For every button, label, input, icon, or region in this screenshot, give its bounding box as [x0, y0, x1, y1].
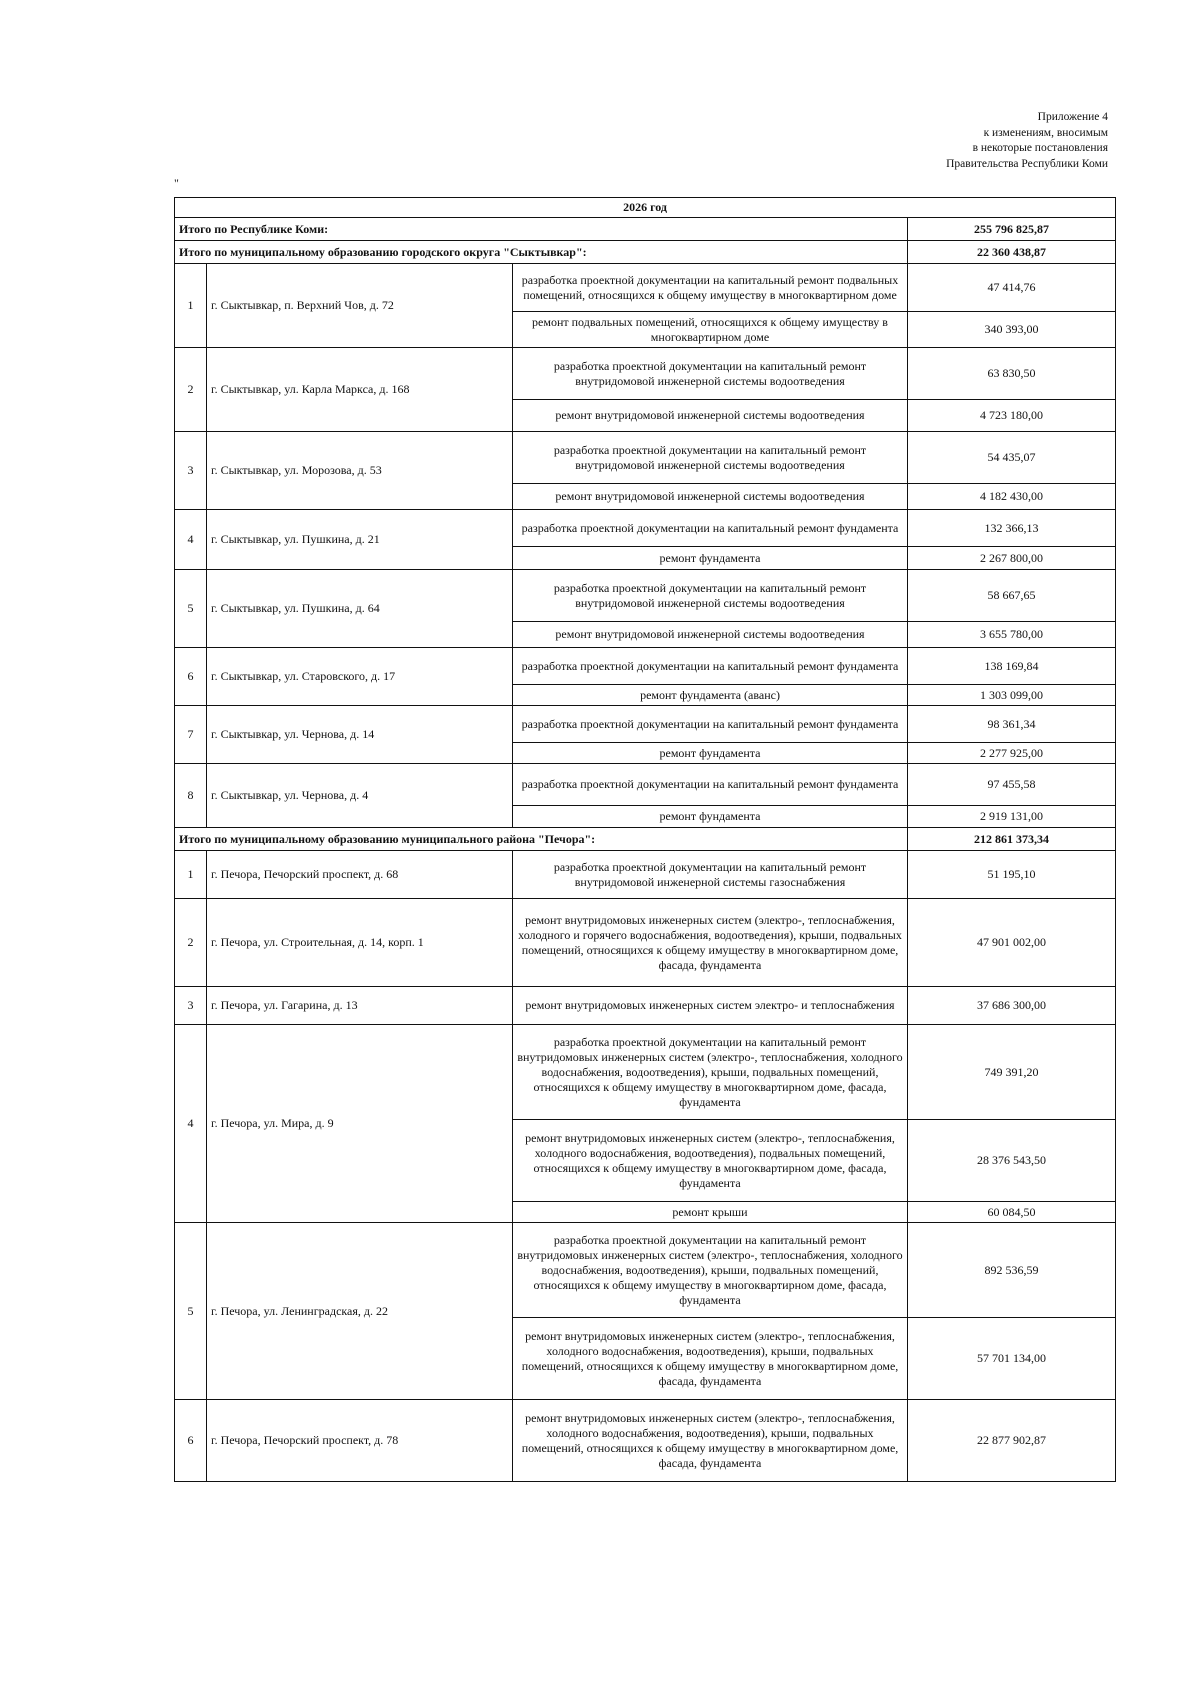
work-amount: 138 169,84: [908, 648, 1116, 685]
table-row: [175, 1223, 1116, 1318]
building-address: г. Печора, ул. Ленинградская, д. 22: [207, 1223, 513, 1400]
table-row: [175, 987, 1116, 1025]
municipality-total-label: Итого по муниципальному образованию городского округа "Сыктывкар":: [175, 241, 908, 264]
work-amount: 97 455,58: [908, 764, 1116, 806]
item-number: 1: [175, 851, 207, 899]
table-row: [175, 1025, 1116, 1120]
work-amount: 37 686 300,00: [908, 987, 1116, 1025]
work-amount: 1 303 099,00: [908, 685, 1116, 706]
work-description: ремонт внутридомовых инженерных систем (электро-, теплоснабжения, холодного водоснабжения, водоотведения), крыши, подвальных помещений, относящихся к общему имуществу в многоквартирном доме, фасада, фундамента: [513, 1400, 908, 1482]
work-amount: 57 701 134,00: [908, 1318, 1116, 1400]
opening-quote-mark: ": [174, 176, 179, 190]
item-number: 6: [175, 648, 207, 706]
municipality-total-label: Итого по муниципальному образованию муниципального района "Печора":: [175, 828, 908, 851]
item-number: 2: [175, 348, 207, 432]
republic-total-value: 255 796 825,87: [908, 218, 1116, 241]
building-address: г. Сыктывкар, ул. Старовского, д. 17: [207, 648, 513, 706]
work-amount: 3 655 780,00: [908, 622, 1116, 648]
work-description: ремонт внутридомовых инженерных систем (электро-, теплоснабжения, холодного водоснабжения, водоотведения), подвальных помещений, относящихся к общему имуществу в многоквартирном доме, фасада, фундамента: [513, 1120, 908, 1202]
work-description: ремонт подвальных помещений, относящихся к общему имуществу в многоквартирном доме: [513, 312, 908, 348]
repair-schedule-table: [174, 197, 1116, 1482]
republic-total-label: Итого по Республике Коми:: [175, 218, 908, 241]
building-address: г. Сыктывкар, ул. Пушкина, д. 21: [207, 510, 513, 570]
building-address: г. Сыктывкар, ул. Чернова, д. 14: [207, 706, 513, 764]
work-description: разработка проектной документации на капитальный ремонт внутридомовой инженерной системы водоотведения: [513, 348, 908, 400]
work-description: ремонт фундамента: [513, 806, 908, 828]
work-description: ремонт крыши: [513, 1202, 908, 1223]
item-number: 4: [175, 1025, 207, 1223]
building-address: г. Печора, ул. Гагарина, д. 13: [207, 987, 513, 1025]
work-description: ремонт фундамента (аванс): [513, 685, 908, 706]
work-description: разработка проектной документации на капитальный ремонт фундамента: [513, 510, 908, 547]
table-row: [175, 510, 1116, 547]
header-line: в некоторые постановления: [972, 142, 1108, 154]
table-row: [175, 648, 1116, 685]
municipality-total-row: [175, 241, 1116, 264]
building-address: г. Печора, ул. Строительная, д. 14, корп. 1: [207, 899, 513, 987]
building-address: г. Сыктывкар, ул. Чернова, д. 4: [207, 764, 513, 828]
work-description: ремонт внутридомовых инженерных систем электро- и теплоснабжения: [513, 987, 908, 1025]
work-amount: 47 901 002,00: [908, 899, 1116, 987]
item-number: 6: [175, 1400, 207, 1482]
building-address: г. Печора, Печорский проспект, д. 68: [207, 851, 513, 899]
year-cell: 2026 год: [175, 198, 1116, 218]
work-description: разработка проектной документации на капитальный ремонт внутридомовых инженерных систем (электро-, теплоснабжения, холодного водоснабжения, водоотведения), крыши, подвальных помещений, относящихся к общему имуществу в многоквартирном доме, фасада, фундамента: [513, 1025, 908, 1120]
work-amount: 749 391,20: [908, 1025, 1116, 1120]
work-amount: 2 919 131,00: [908, 806, 1116, 828]
year-row: [175, 198, 1116, 218]
item-number: 7: [175, 706, 207, 764]
work-description: разработка проектной документации на капитальный ремонт фундамента: [513, 706, 908, 743]
work-amount: 63 830,50: [908, 348, 1116, 400]
building-address: г. Сыктывкар, ул. Карла Маркса, д. 168: [207, 348, 513, 432]
header-line: к изменениям, вносимым: [983, 126, 1108, 139]
building-address: г. Сыктывкар, ул. Морозова, д. 53: [207, 432, 513, 510]
building-address: г. Печора, ул. Мира, д. 9: [207, 1025, 513, 1223]
work-description: ремонт фундамента: [513, 547, 908, 570]
work-amount: 51 195,10: [908, 851, 1116, 899]
work-amount: 58 667,65: [908, 570, 1116, 622]
work-description: разработка проектной документации на капитальный ремонт внутридомовой инженерной системы водоотведения: [513, 432, 908, 484]
table-body: [175, 198, 1116, 1482]
municipality-total-row: [175, 828, 1116, 851]
work-amount: 892 536,59: [908, 1223, 1116, 1318]
item-number: 3: [175, 432, 207, 510]
work-description: ремонт внутридомовой инженерной системы водоотведения: [513, 484, 908, 510]
work-amount: 340 393,00: [908, 312, 1116, 348]
work-description: ремонт внутридомовых инженерных систем (электро-, теплоснабжения, холодного водоснабжения, водоотведения), крыши, подвальных помещений, относящихся к общему имуществу в многоквартирном доме, фасада, фундамента: [513, 1318, 908, 1400]
item-number: 2: [175, 899, 207, 987]
table-row: [175, 851, 1116, 899]
item-number: 5: [175, 1223, 207, 1400]
table-row: [175, 1400, 1116, 1482]
item-number: 3: [175, 987, 207, 1025]
work-amount: 4 723 180,00: [908, 400, 1116, 432]
work-amount: 2 267 800,00: [908, 547, 1116, 570]
work-amount: 2 277 925,00: [908, 743, 1116, 764]
table-row: [175, 899, 1116, 987]
table-row: [175, 706, 1116, 743]
appendix-header: [946, 110, 1108, 172]
work-amount: 47 414,76: [908, 264, 1116, 312]
work-amount: 54 435,07: [908, 432, 1116, 484]
item-number: 5: [175, 570, 207, 648]
work-description: разработка проектной документации на капитальный ремонт подвальных помещений, относящихся к общему имуществу в многоквартирном доме: [513, 264, 908, 312]
table-row: [175, 432, 1116, 484]
municipality-total-value: 22 360 438,87: [908, 241, 1116, 264]
item-number: 4: [175, 510, 207, 570]
work-amount: 28 376 543,50: [908, 1120, 1116, 1202]
item-number: 1: [175, 264, 207, 348]
work-amount: 4 182 430,00: [908, 484, 1116, 510]
work-description: ремонт фундамента: [513, 743, 908, 764]
table-row: [175, 264, 1116, 312]
municipality-total-value: 212 861 373,34: [908, 828, 1116, 851]
item-number: 8: [175, 764, 207, 828]
building-address: г. Сыктывкар, ул. Пушкина, д. 64: [207, 570, 513, 648]
republic-total-row: [175, 218, 1116, 241]
header-line: Правительства Республики Коми: [946, 157, 1108, 170]
building-address: г. Печора, Печорский проспект, д. 78: [207, 1400, 513, 1482]
work-description: разработка проектной документации на капитальный ремонт внутридомовой инженерной системы газоснабжения: [513, 851, 908, 899]
work-amount: 60 084,50: [908, 1202, 1116, 1223]
table-row: [175, 570, 1116, 622]
work-description: разработка проектной документации на капитальный ремонт внутридомовой инженерной системы водоотведения: [513, 570, 908, 622]
work-amount: 132 366,13: [908, 510, 1116, 547]
work-amount: 22 877 902,87: [908, 1400, 1116, 1482]
work-description: разработка проектной документации на капитальный ремонт фундамента: [513, 764, 908, 806]
table-row: [175, 764, 1116, 806]
building-address: г. Сыктывкар, п. Верхний Чов, д. 72: [207, 264, 513, 348]
work-description: ремонт внутридомовой инженерной системы водоотведения: [513, 400, 908, 432]
work-description: разработка проектной документации на капитальный ремонт фундамента: [513, 648, 908, 685]
header-line: Приложение 4: [1037, 111, 1108, 123]
work-description: разработка проектной документации на капитальный ремонт внутридомовых инженерных систем (электро-, теплоснабжения, холодного водоснабжения, водоотведения), крыши, подвальных помещений, относящихся к общему имуществу в многоквартирном доме, фасада, фундамента: [513, 1223, 908, 1318]
work-description: ремонт внутридомовых инженерных систем (электро-, теплоснабжения, холодного и горячего водоснабжения, водоотведения), крыши, подвальных помещений, относящихся к общему имуществу в многоквартирном доме, фасада, фундамента: [513, 899, 908, 987]
work-description: ремонт внутридомовой инженерной системы водоотведения: [513, 622, 908, 648]
table-row: [175, 348, 1116, 400]
work-amount: 98 361,34: [908, 706, 1116, 743]
